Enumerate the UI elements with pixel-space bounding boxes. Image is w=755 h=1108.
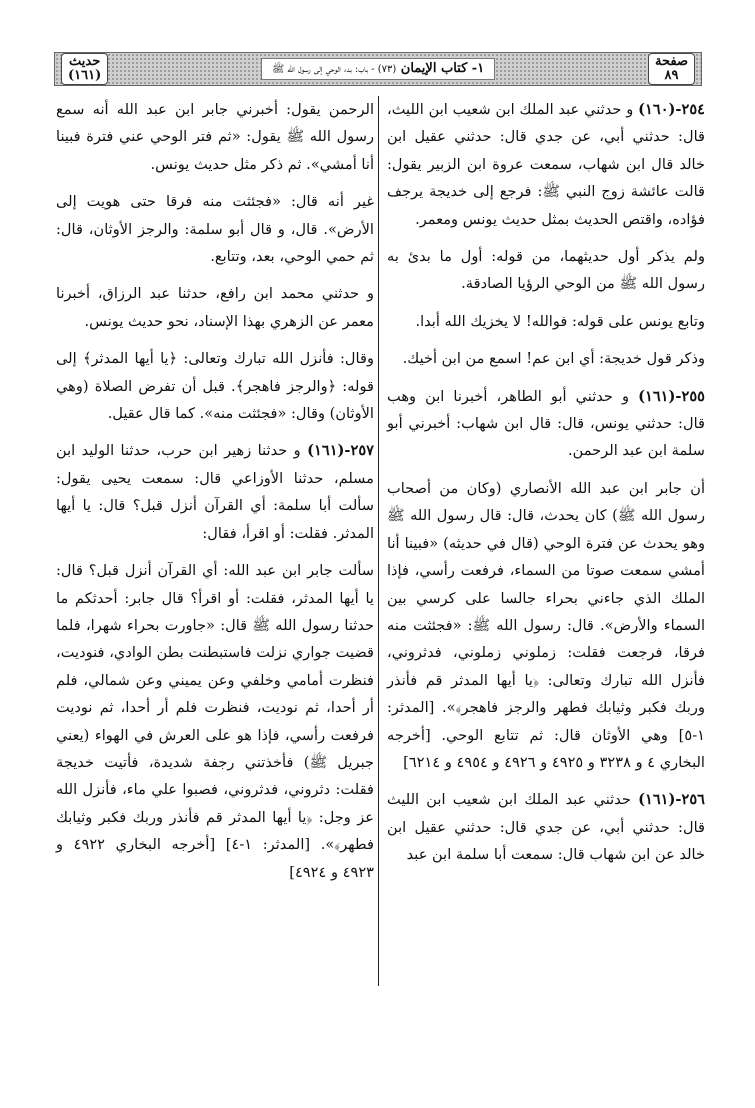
hadith-paragraph: [387, 308, 705, 335]
chapter-title: [261, 58, 495, 80]
hadith-paragraph: [56, 188, 374, 270]
hadith-paragraph: [387, 345, 705, 372]
hadith-paragraph: [387, 475, 705, 776]
hadith-text: سألت جابر ابن عبد الله: أي القرآن أنزل قبل؟ قال: يا أيها المدثر، فقلت: أو اقرأ؟ قال جابر: أحدثكم ما حدثنا رسول الله ﷺ قال: «جاورت بحراء شهرا، فلما قضيت جواري نزلت فاستبطنت بطن الوادي، فنوديت، فنظرت أمامي وخلفي وعن يميني وعن شمالي، فلم أر أحدا، ثم نوديت، فنظرت فلم أر أحدا، ثم نوديت فرفعت رأسي، فإذا هو على العرش في الهواء (يعني جبريل ﷺ) فأخذتني رجفة شديدة، فأتيت خديجة فقلت: دثروني، فدثروني، فصبوا علي ماء، فأنزل الله عز وجل: ﴿يا أيها المدثر قم فأنذر وربك فكبر وثيابك فطهر﴾». [المدثر: ١-٤] [أخرجه البخاري ٤٩٢٢ و ٤٩٢٣ و ٤٩٢٤]: [56, 562, 374, 881]
hadith-paragraph: [387, 383, 705, 465]
page-header: [54, 52, 702, 86]
hadith-paragraph: [387, 96, 705, 233]
hadith-text: و حدثنا زهير ابن حرب، حدثنا الوليد ابن مسلم، حدثنا الأوزاعي قال: سمعت يحيى يقول: سألت أبا سلمة: أي القرآن أنزل قبل؟ قال: يا أيها المدثر. فقلت: أو اقرأ، فقال:: [56, 442, 374, 542]
hadith-number: ٢٥٥-(١٦١): [638, 387, 705, 405]
chapter-subtitle: (٧٣) - باب: بدء الوحي إلى رسول الله ﷺ: [272, 64, 397, 75]
hadith-paragraph: [56, 557, 374, 886]
hadith-text: وتابع يونس على قوله: فوالله! لا يخزيك الله أبدا.: [415, 312, 705, 330]
page-number-box: [648, 53, 695, 85]
hadith-text: ولم يذكر أول حديثهما، من قوله: أول ما بدئ به رسول الله ﷺ من الوحي الرؤيا الصادقة.: [387, 248, 705, 293]
page-number: ٨٩: [664, 68, 679, 83]
hadith-number-box: [61, 53, 108, 85]
hadith-text: و حدثني أبو الطاهر، أخبرنا ابن وهب قال: حدثني يونس، قال: قال ابن شهاب: أخبرني أبو سلمة ابن عبد الرحمن.: [387, 387, 705, 460]
hadith-text: وقال: فأنزل الله تبارك وتعالى: ﴿يا أيها المدثر﴾ إلى قوله: ﴿والرجز فاهجر﴾. قبل أن تفرض الصلاة (وهي الأوثان) وقال: «فجئثت منه». كما قال عقيل.: [56, 350, 374, 423]
hadith-text: و حدثني محمد ابن رافع، حدثنا عبد الرزاق، أخبرنا معمر عن الزهري بهذا الإسناد، نحو حديث يونس.: [56, 285, 374, 330]
hadith-text: و حدثني عبد الملك ابن شعيب ابن الليث، قال: حدثني أبي، عن جدي قال: حدثني عقيل ابن خالد قال ابن شهاب، سمعت عروة ابن الزبير يقول: قالت عائشة زوج النبي ﷺ: فرجع إلى خديجة يرجف فؤاده، واقتص الحديث بمثل حديث يونس ومعمر.: [387, 101, 705, 228]
hadith-text: وذكر قول خديجة: أي ابن عم! اسمع من ابن أخيك.: [402, 350, 705, 368]
right-column: [387, 96, 705, 879]
hadith-text: غير أنه قال: «فجئثت منه فرقا حتى هويت إلى الأرض». قال، و قال أبو سلمة: والرجز الأوثان، قال: ثم حمي الوحي، بعد، وتتابع.: [56, 193, 374, 266]
hadith-paragraph: [56, 437, 374, 547]
hadith-paragraph: [56, 280, 374, 335]
hadith-text: الرحمن يقول: أخبرني جابر ابن عبد الله أنه سمع رسول الله ﷺ يقول: «ثم فتر الوحي عني فترة فبينا أنا أمشي». ثم ذكر مثل حديث يونس.: [56, 101, 374, 173]
hadith-number: ٢٥٧-(١٦١): [307, 442, 375, 460]
hadith-text: حدثني عبد الملك ابن شعيب ابن الليث قال: حدثني أبي، عن جدي قال: حدثني عقيل ابن خالد عن ابن شهاب قال: سمعت أبا سلمة ابن عبد: [387, 791, 705, 864]
hadith-number: ٢٥٤-(١٦٠): [638, 101, 706, 118]
hadith-paragraph: [387, 243, 705, 298]
left-column: [56, 96, 374, 896]
hadith-number: ٢٥٦-(١٦١): [638, 791, 705, 809]
hadith-number: (١٦١): [68, 68, 102, 83]
hadith-text: أن جابر ابن عبد الله الأنصاري (وكان من أصحاب رسول الله ﷺ) كان يحدث، قال: قال رسول الله ﷺ وهو يحدث عن فترة الوحي (قال في حديثه) «فبينا أنا أمشي سمعت صوتا من السماء، فرفعت رأسي، فإذا الملك الذي جاءني بحراء جالسا على كرسي بين السماء والأرض». قال: رسول الله ﷺ: «فجئثت منه فرقا، فرجعت فقلت: زملوني زملوني، فدثروني، فأنزل الله تبارك وتعالى: ﴿يا أيها المدثر قم فأنذر وربك فكبر وثيابك فطهر والرجز فاهجر﴾». [المدثر: ١-٥] وهي الأوثان قال: ثم تتابع الوحي. [أخرجه البخاري ٤ و ٣٢٣٨ و ٤٩٢٥ و ٤٩٢٦ و ٤٩٥٤ و ٦٢١٤]: [387, 479, 705, 771]
book-title: ١- كتاب الإيمان: [400, 61, 485, 76]
hadith-paragraph: [56, 345, 374, 427]
hadith-paragraph: [56, 96, 374, 178]
hadith-paragraph: [387, 786, 705, 868]
column-divider: [378, 96, 379, 986]
page-label: صفحة: [655, 54, 688, 69]
hadith-label: حديث: [69, 54, 101, 69]
